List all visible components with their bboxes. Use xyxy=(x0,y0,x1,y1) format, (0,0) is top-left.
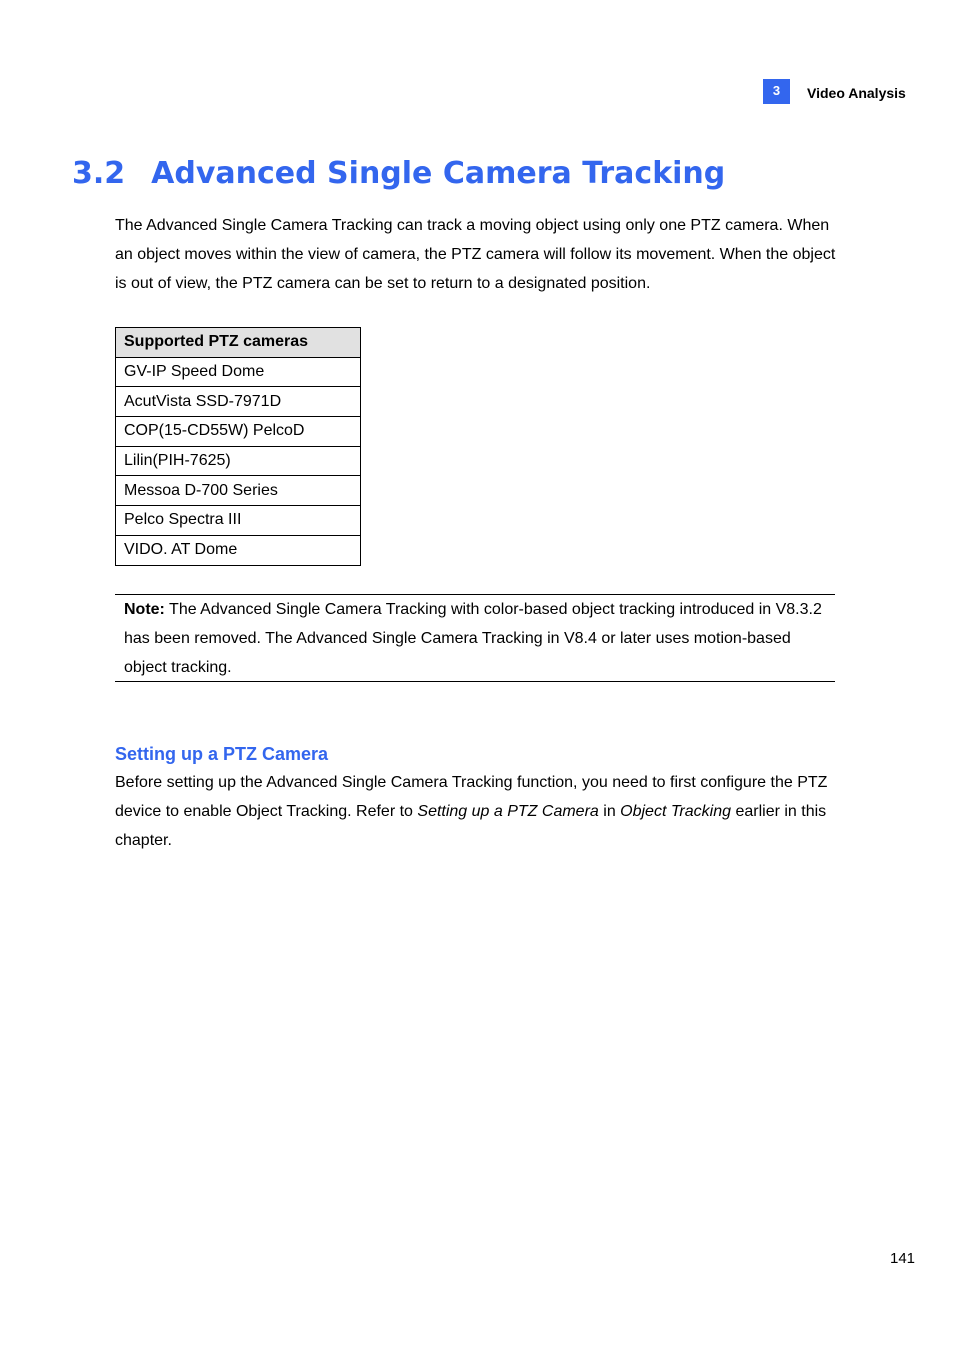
section-number: 3.2 xyxy=(72,156,126,191)
camera-model-cell: GV-IP Speed Dome xyxy=(116,357,361,387)
setup-text-2: in xyxy=(598,803,621,820)
note-label: Note: xyxy=(124,601,165,618)
camera-model-cell: Messoa D-700 Series xyxy=(116,476,361,506)
table-header-cell: Supported PTZ cameras xyxy=(116,328,361,358)
setup-reference-2: Object Tracking xyxy=(620,803,732,820)
note-text: The Advanced Single Camera Tracking with color-based object tracking introduced in V8.3.2 has been removed. The Advanced Single Camera Tracking in V8.4 or later uses motion-based object tracking. xyxy=(124,601,822,676)
setup-text-1: Before setting up the Advanced Single Camera Tracking function, you need to first configure the PTZ device to enable Object Tracking. Refer to xyxy=(115,774,828,820)
table-row xyxy=(116,417,361,447)
camera-model-cell: Pelco Spectra III xyxy=(116,506,361,536)
table-row xyxy=(116,357,361,387)
setup-text-3: earlier in this chapter. xyxy=(115,803,827,849)
page-number: 141 xyxy=(890,1250,916,1267)
intro-paragraph: The Advanced Single Camera Tracking can track a moving object using only one PTZ camera. When an object moves within the view of camera, the PTZ camera will follow its movement. When the object is out of view, the PTZ camera can be set to return to a designated position. xyxy=(115,217,836,292)
supported-cameras-table xyxy=(115,327,361,566)
note-paragraph xyxy=(124,595,829,682)
setup-paragraph xyxy=(115,768,845,855)
table-row xyxy=(116,535,361,565)
note-box xyxy=(115,594,835,682)
table-row xyxy=(116,476,361,506)
table-row xyxy=(116,506,361,536)
camera-model-cell: AcutVista SSD-7971D xyxy=(116,387,361,417)
table-header-row xyxy=(116,328,361,358)
setup-reference-1: Setting up a PTZ Camera xyxy=(417,803,599,820)
camera-model-cell: VIDO. AT Dome xyxy=(116,535,361,565)
setup-heading: Setting up a PTZ Camera xyxy=(115,744,329,764)
section-title xyxy=(72,154,725,194)
table-row xyxy=(116,446,361,476)
table-row xyxy=(116,387,361,417)
chapter-number-badge: 3 xyxy=(763,79,790,104)
chapter-title: Video Analysis xyxy=(807,85,906,101)
camera-model-cell: Lilin(PIH-7625) xyxy=(116,446,361,476)
camera-model-cell: COP(15-CD55W) PelcoD xyxy=(116,417,361,447)
section-title-text: Advanced Single Camera Tracking xyxy=(151,156,726,191)
